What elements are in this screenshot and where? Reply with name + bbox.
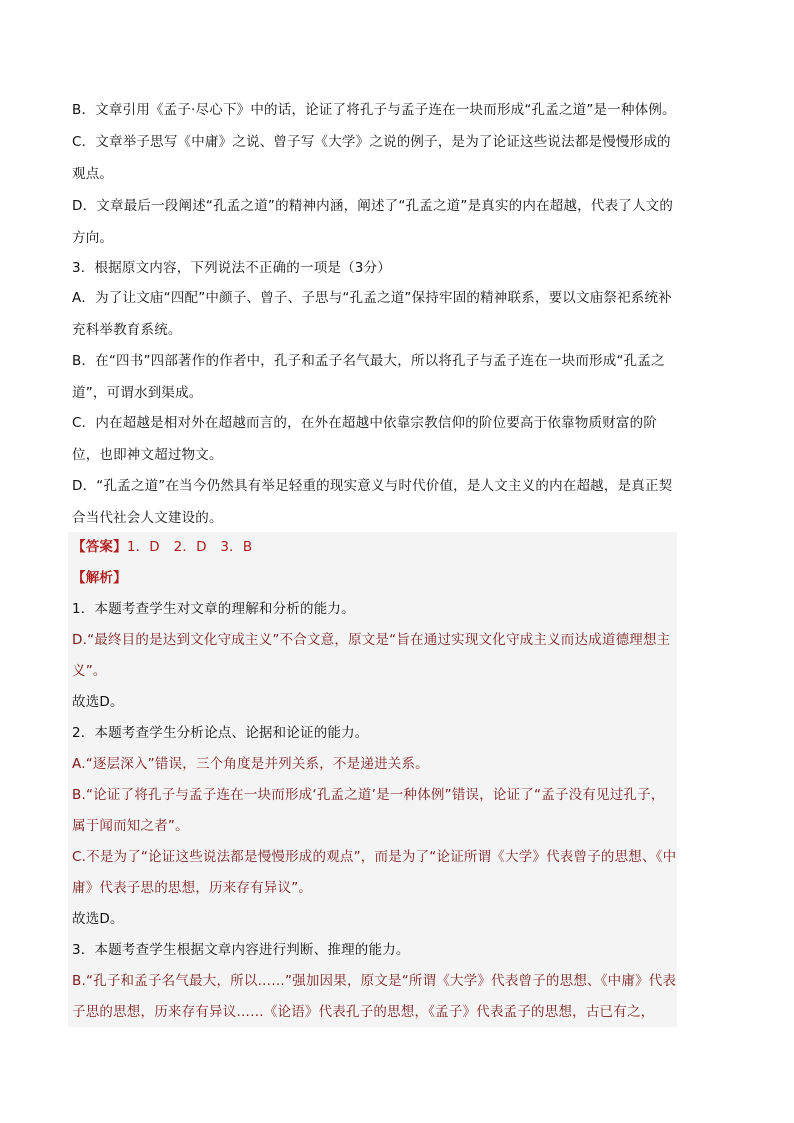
answer-label: 【答案】 (72, 539, 127, 555)
q3-option-b: B．在“四书”四部著作的作者中，孔子和孟子名气最大，所以将孔子与孟子连在一块而形成“孔孟之道”，可谓水到渠成。 (72, 353, 665, 401)
answer-line (72, 532, 678, 563)
q3-option-a: A．为了让文庙“四配”中颜子、曾子、子思与“孔孟之道”保持牢固的精神联系，要以文庙祭祀系统补充科举教育系统。 (72, 290, 672, 338)
q3-stem: 3．根据原文内容，下列说法不正确的一项是（3分） (72, 260, 391, 276)
q3-option-c: C．内在超越是相对外在超越而言的，在外在超越中依靠宗教信仰的阶位要高于依靠物质财富的阶位，也即神文超过物文。 (72, 415, 658, 463)
analysis-q2-intro: 2．本题考查学生分析论点、论据和论证的能力。 (72, 725, 369, 741)
analysis-q2-a: A.“逐层深入”错误，三个角度是并列关系，不是递进关系。 (72, 756, 429, 772)
analysis-q2-choice: 故选D。 (72, 911, 124, 927)
analysis-q1-intro: 1．本题考查学生对文章的理解和分析的能力。 (72, 601, 355, 617)
analysis-q1-detail: D.“最终目的是达到文化守成主义”不合文意，原文是“旨在通过实现文化守成主义而达成道德理想主义”。 (72, 632, 671, 679)
analysis-line (72, 563, 678, 594)
analysis-q3-b: B.“孔子和孟子名气最大，所以……”强加因果，原文是“所谓《大学》代表曾子的思想、《中庸》代表子思的思想，历来存有异议……《论语》代表孔子的思想，《孟子》代表孟子的思想，古已有之， (72, 973, 677, 1020)
q2-option-c: C．文章举子思写《中庸》之说、曾子写《大学》之说的例子，是为了论证这些说法都是慢慢形成的观点。 (72, 134, 671, 182)
analysis-q3-intro: 3．本题考查学生根据文章内容进行判断、推理的能力。 (72, 942, 410, 958)
analysis-q2-b: B.“论证了将孔子与孟子连在一块而形成‘孔孟之道’是一种体例”错误，论证了“孟子没有见过孔子，属于闻而知之者”。 (72, 787, 665, 834)
analysis-label: 【解析】 (72, 570, 127, 586)
q2-option-b: B．文章引用《孟子·尽心下》中的话，论证了将孔子与孟子连在一块而形成“孔孟之道”是一种体例。 (72, 102, 676, 118)
analysis-q2-c: C.不是为了“论证这些说法都是慢慢形成的观点”，而是为了“论证所谓《大学》代表曾子的思想、《中庸》代表子思的思想，历来存有异议”。 (72, 849, 677, 896)
analysis-q1-choice: 故选D。 (72, 694, 124, 710)
q2-option-d: D．文章最后一段阐述“孔孟之道”的精神内涵，阐述了“孔孟之道”是真实的内在超越，代表了人文的方向。 (72, 198, 674, 246)
answer-values: 1．D 2．D 3．B (126, 539, 253, 555)
q3-option-d: D．“孔孟之道”在当今仍然具有举足轻重的现实意义与时代价值，是人文主义的内在超越，是真正契合当代社会人文建设的。 (72, 478, 673, 526)
